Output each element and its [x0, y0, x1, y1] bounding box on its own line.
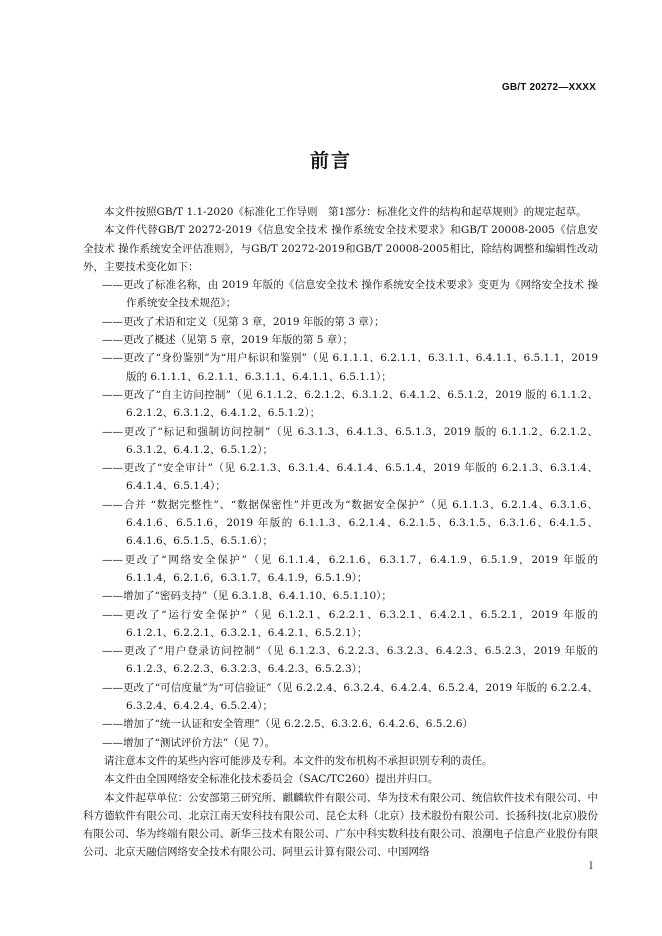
document-body [83, 203, 598, 862]
paragraph-patent-notice: 请注意本文件的某些内容可能涉及专利。本文件的发布机构不承担识别专利的责任。 [104, 754, 493, 767]
page-title: 前言 [309, 150, 352, 172]
paragraph-replacement: 本文件代替GB/T 20272-2019《信息安全技术 操作系统安全技术要求》和GB/T 20008-2005《信息安全技术 操作系统安全评估准则》，与GB/T 20272-2019和GB/T 20008-2005相比，除结构调整和编辑性改动外，主要技术变化如下： [83, 224, 598, 273]
change-item: ——更改了标准名称，由 2019 年版的《信息安全技术 操作系统安全技术要求》变更为《网络安全技术 操作系统安全技术规范》； [102, 279, 598, 310]
change-item: ——更改了“可信度量”为“可信验证”（见 6.2.2.4、6.3.2.4、6.4.2.4、6.5.2.4，2019 年版的 6.2.2.4、6.3.2.4、6.4.2.4、6.5.2.4）； [102, 681, 598, 713]
page-number: I [589, 861, 593, 872]
change-item: ——增加了“测试评价方法”（见 7）。 [102, 736, 276, 749]
change-item: ——更改了“网络安全保护”（见 6.1.1.4，6.2.1.6，6.3.1.7，6.4.1.9，6.5.1.9，2019 年版的 6.1.1.4，6.2.1.6，6.3.1.7，6.4.1.9，6.5.1.9）； [102, 553, 598, 584]
change-item: ——更改了“用户登录访问控制”（见 6.1.2.3、6.2.2.3、6.3.2.3、6.4.2.3、6.5.2.3，2019 年版的 6.1.2.3、6.2.2.3、6.3.2.3、6.4.2.3、6.5.2.3）； [102, 645, 598, 676]
change-item: ——更改了概述（见第 5 章，2019 年版的第 5 章）； [102, 334, 354, 347]
change-item: ——更改了“运行安全保护”（见 6.1.2.1、6.2.2.1、6.3.2.1、6.4.2.1、6.5.2.1，2019 年版的 6.1.2.1、6.2.2.1、6.3.2.1、6.4.2.1、6.5.2.1）； [102, 608, 598, 639]
change-list [83, 276, 598, 752]
change-item: ——增加了“密码支持”（见 6.3.1.8、6.4.1.10、6.5.1.10）； [102, 590, 392, 603]
change-item: ——更改了“标记和强制访问控制”（见 6.3.1.3、6.4.1.3、6.5.1.3，2019 版的 6.1.1.2、6.2.1.2、6.3.1.2、6.4.1.2、6.5.1.2）； [102, 425, 598, 456]
paragraph-basis: 本文件按照GB/T 1.1-2020《标准化工作导则 第1部分：标准化文件的结构和起草规则》的规定起草。 [104, 206, 587, 218]
change-item: ——增加了“统一认证和安全管理”（见 6.2.2.5、6.3.2.6、6.4.2.6、6.5.2.6） [102, 718, 474, 731]
change-item: ——合并 “数据完整性”、“数据保密性”并更改为“数据安全保护”（见 6.1.1.3、6.2.1.4、6.3.1.6、6.4.1.6、6.5.1.6，2019 年版的 6.1.1.3、6.2.1.4、6.2.1.5、6.3.1.5、6.3.1.6、6.4.1.5、6.4.1.6、6.5.1.5、6.5.1.6）； [102, 498, 598, 548]
change-item: ——更改了“自主访问控制”（见 6.1.1.2、6.2.1.2、6.3.1.2、6.4.1.2、6.5.1.2，2019 版的 6.1.1.2、6.2.1.2、6.3.1.2、6.4.1.2、6.5.1.2）； [102, 388, 598, 420]
paragraph-drafting-units: 本文件起草单位：公安部第三研究所、麒麟软件有限公司、华为技术有限公司、统信软件技术有限公司、中科方德软件有限公司、北京江南天安科技有限公司、昆仑太科（北京）技术股份有限公司、长扬科技(北京)股份有限公司、华为终端有限公司、新华三技术有限公司、广东中科实数科技有限公司、浪潮电子信息产业股份有限公司、北京天融信网络安全技术有限公司、阿里云计算有限公司、中国网络 [83, 791, 598, 859]
change-item: ——更改了“身份鉴别”为“用户标识和鉴别”（见 6.1.1.1、6.2.1.1、6.3.1.1、6.4.1.1、6.5.1.1，2019 版的 6.1.1.1、6.2.1.1、6.3.1.1、6.4.1.1、6.5.1.1）； [102, 352, 598, 383]
change-item: ——更改了“安全审计”（见 6.2.1.3、6.3.1.4、6.4.1.4、6.5.1.4，2019 年版的 6.2.1.3、6.3.1.4、6.4.1.4、6.5.1.4）； [102, 462, 598, 493]
paragraph-proposer: 本文件由全国网络安全标准化技术委员会（SAC/TC260）提出并归口。 [104, 773, 439, 786]
change-item: ——更改了术语和定义（见第 3 章，2019 年版的第 3 章）； [102, 315, 385, 328]
standard-code: GB/T 20272—XXXX [501, 82, 596, 93]
